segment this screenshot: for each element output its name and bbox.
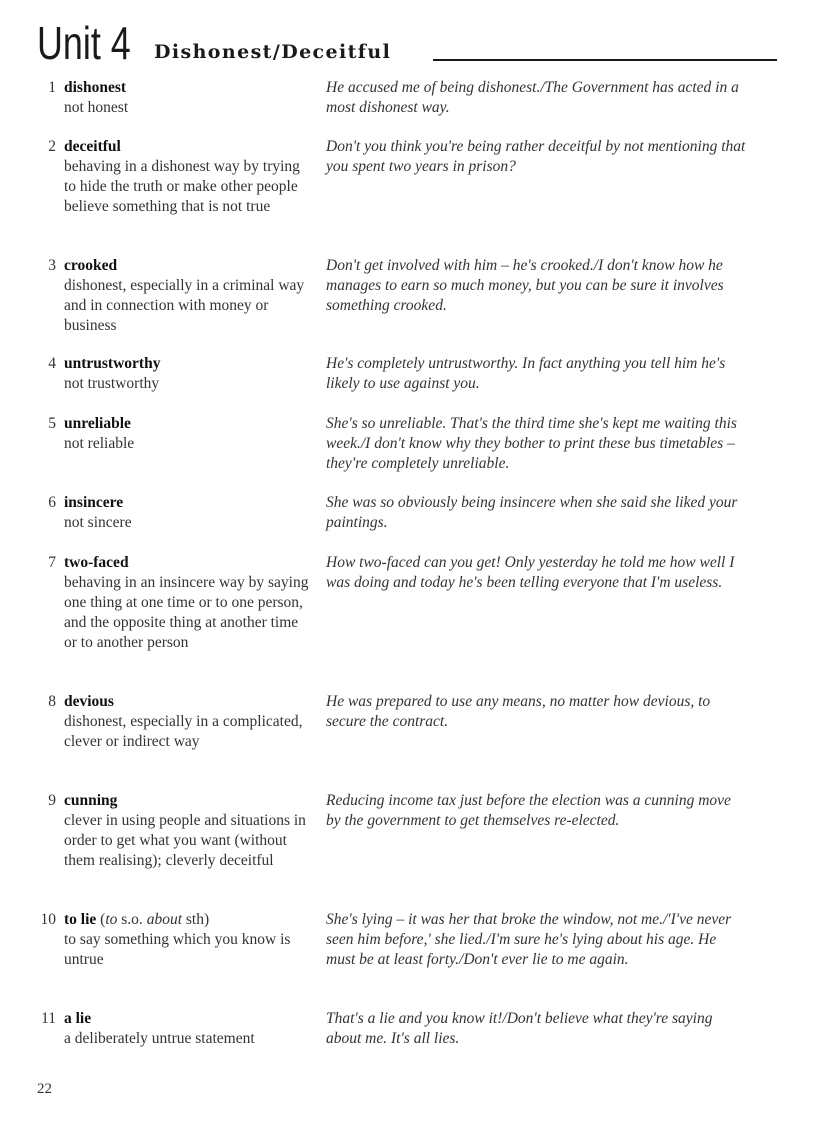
entry-definition: dishonest, especially in a complicated, clever or indirect way [64, 713, 303, 750]
entry-example: Don't you think you're being rather deceitful by not mentioning that you spent two years in prison? [326, 138, 746, 175]
entry-definition-block [64, 256, 314, 336]
entry-definition-block [64, 791, 314, 871]
entry-example: He was prepared to use any means, no matter how devious, to secure the contract. [326, 693, 711, 730]
entry-definition: not trustworthy [64, 375, 160, 392]
entry-definition-block [64, 493, 314, 533]
entry-example: She's so unreliable. That's the third time she's kept me waiting this week./I don't know why they bother to print these bus timetables – they're completely unreliable. [326, 415, 737, 472]
entry-number: 7 [48, 554, 56, 571]
entry-term: crooked [64, 257, 118, 274]
entry-definition: a deliberately untrue statement [64, 1030, 255, 1047]
entry-example: He's completely untrustworthy. In fact anything you tell him he's likely to use against you. [326, 355, 726, 392]
entry-term: to lie [64, 911, 97, 928]
entry-number: 3 [48, 257, 56, 274]
entry-definition-block [64, 553, 314, 653]
entry-number: 4 [48, 355, 56, 372]
entry-number: 6 [48, 494, 56, 511]
entry-number: 1 [48, 79, 56, 96]
entry-term: cunning [64, 792, 118, 809]
entry-term: unreliable [64, 415, 131, 432]
unit-label: Unit 4 [37, 17, 131, 69]
entry-term: a lie [64, 1010, 92, 1027]
entry-definition: to say something which you know is untrue [64, 931, 291, 968]
entry-definition-block [64, 692, 314, 752]
entry-term-note [96, 911, 209, 928]
entry-definition-block [64, 414, 314, 454]
entry-definition-block [64, 1009, 314, 1049]
entry-example: That's a lie and you know it!/Don't believe what they're saying about me. It's all lies. [326, 1010, 713, 1047]
term-note-about: about [146, 911, 182, 928]
entry-definition-block [64, 137, 314, 217]
entry-example: How two-faced can you get! Only yesterday he told me how well I was doing and today he's been telling everyone that I'm useless. [326, 554, 735, 591]
term-note-close: sth) [182, 911, 210, 928]
entry-term: untrustworthy [64, 355, 161, 372]
entry-definition: not honest [64, 99, 129, 116]
entry-definition: behaving in a dishonest way by trying to hide the truth or make other people believe something that is not true [64, 158, 300, 215]
entry-definition: dishonest, especially in a criminal way and in connection with money or business [64, 277, 305, 334]
entry-term: insincere [64, 494, 124, 511]
entry-example: Don't get involved with him – he's crooked./I don't know how he manages to earn so much money, but you can be sure it involves something crooked. [326, 257, 724, 314]
entry-example: She's lying – it was her that broke the window, not me./'I've never seen him before,' she lied./I'm sure he's lying about his age. He must be at least forty./Don't ever lie to me again. [326, 911, 732, 968]
entry-example: Reducing income tax just before the election was a cunning move by the government to get themselves re-elected. [326, 792, 731, 829]
unit-title: Dishonest/Deceitful [154, 41, 392, 63]
entry-number: 2 [48, 138, 56, 155]
entry-definition-block [64, 910, 314, 970]
entry-definition: not sincere [64, 514, 132, 531]
entry-number: 5 [48, 415, 56, 432]
entry-definition-block [64, 354, 314, 394]
entry-definition: behaving in an insincere way by saying one thing at one time or to one person, and the opposite thing at another time or to another person [64, 574, 309, 651]
entry-term: dishonest [64, 79, 127, 96]
term-note-to: to [105, 911, 118, 928]
entry-term: devious [64, 693, 114, 710]
entry-definition: not reliable [64, 435, 135, 452]
entry-number: 11 [41, 1010, 56, 1027]
entry-definition: clever in using people and situations in order to get what you want (without them realising); cleverly deceitful [64, 812, 306, 869]
entry-example: She was so obviously being insincere when she said she liked your paintings. [326, 494, 738, 531]
entry-term: two-faced [64, 554, 129, 571]
entry-example: He accused me of being dishonest./The Government has acted in a most dishonest way. [326, 79, 739, 116]
entry-number: 9 [48, 792, 56, 809]
page-number: 22 [37, 1081, 52, 1097]
term-note-open: ( [96, 911, 106, 928]
entry-number: 10 [40, 911, 56, 928]
entry-definition-block [64, 78, 314, 118]
entry-term-line [64, 910, 314, 930]
unit-header [37, 18, 747, 68]
term-note-mid: s.o. [117, 911, 147, 928]
entry-number: 8 [48, 693, 56, 710]
header-rule [433, 59, 777, 61]
entry-term: deceitful [64, 138, 121, 155]
